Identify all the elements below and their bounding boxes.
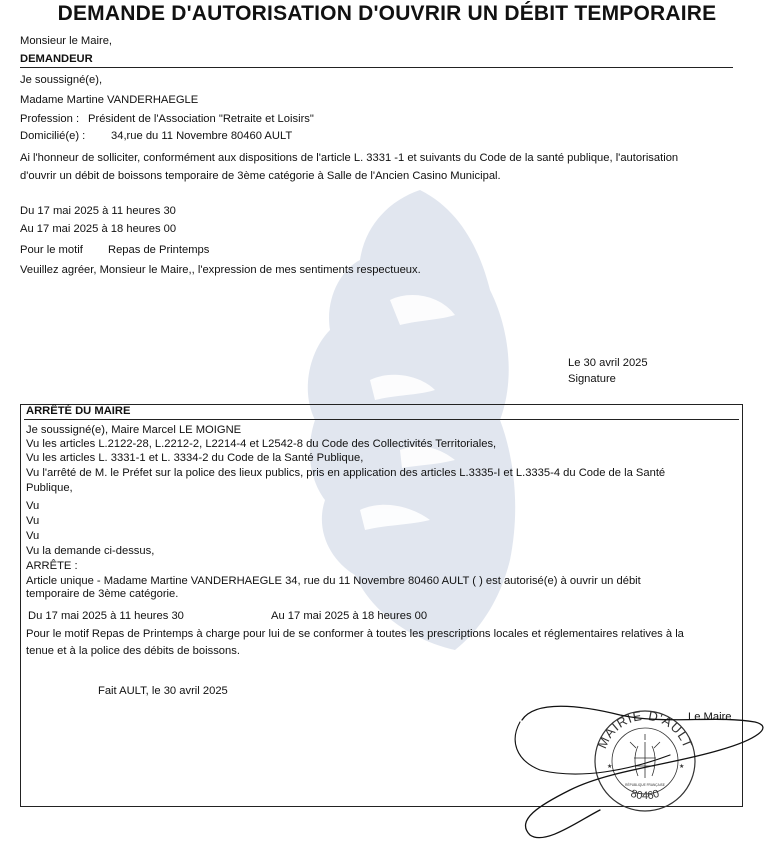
arrete-vu-1: Vu (26, 500, 40, 512)
arrete-period-from: Du 17 mai 2025 à 11 heures 30 (28, 610, 184, 622)
period-from: Du 17 mai 2025 à 11 heures 30 (20, 205, 176, 217)
arrete-period-to: Au 17 mai 2025 à 18 heures 00 (271, 610, 428, 622)
demandeur-rule (20, 67, 733, 68)
salutation: Monsieur le Maire, (20, 35, 113, 47)
motif-label: Pour le motif (20, 244, 83, 256)
profession-label: Profession : (20, 113, 80, 125)
arrete-rule (24, 419, 739, 420)
arrete-line-prefet-cont: Publique, (26, 482, 73, 494)
stamp-bottom-text: 80460 (629, 787, 661, 803)
request-line-1: Ai l'honneur de solliciter, conformément aux dispositions de l'article L. 3331 -1 et suivants du Code de la santé publique, l'autorisation (20, 152, 679, 164)
closing-line: Veuillez agréer, Monsieur le Maire,, l'expression de mes sentiments respectueux. (20, 264, 421, 276)
arrete-line-prefet: Vu l'arrêté de M. le Préfet sur la police des lieux publics, pris en application des articles L.3335-I et L.3335-4 du Code de la Santé (26, 467, 666, 479)
stamp-small-text: RÉPUBLIQUE FRANÇAISE (625, 783, 665, 787)
stamp-star-right-icon: ★ (679, 764, 685, 770)
arrete-motif-line-cont: tenue et à la police des débits de boissons. (26, 645, 240, 657)
stamp-star-left-icon: ★ (607, 764, 613, 770)
document-title: DEMANDE D'AUTORISATION D'OUVRIR UN DÉBIT TEMPORAIRE (57, 2, 717, 25)
arrete-vu-3: Vu (26, 530, 40, 542)
period-to: Au 17 mai 2025 à 18 heures 00 (20, 223, 177, 235)
arrete-line-demande: Vu la demande ci-dessus, (26, 545, 155, 557)
undersigned-line: Je soussigné(e), (20, 74, 103, 86)
le-maire-label: Le Maire (688, 711, 732, 723)
handwritten-signature (500, 700, 774, 846)
arrete-line-cgct: Vu les articles L.2122-28, L.2212-2, L2214-4 et L2542-8 du Code des Collectivités Territoriales, (26, 438, 497, 450)
domicile-value: 34,rue du 11 Novembre 80460 AULT (111, 130, 293, 142)
signature-label: Signature (568, 373, 616, 385)
profession-value: Président de l'Association "Retraite et Loisirs" (88, 113, 314, 125)
arrete-line-csp: Vu les articles L. 3331-1 et L. 3334-2 du Code de la Santé Publique, (26, 452, 364, 464)
request-date: Le 30 avril 2025 (568, 357, 648, 369)
fait-line: Fait AULT, le 30 avril 2025 (98, 685, 228, 697)
arrete-motif-line: Pour le motif Repas de Printemps à charge pour lui de se conformer à toutes les prescriptions locales et réglementaires relatives à la (26, 628, 684, 640)
motif-value: Repas de Printemps (108, 244, 210, 256)
arrete-vu-2: Vu (26, 515, 40, 527)
demandeur-heading: DEMANDEUR (20, 53, 93, 65)
arrete-article-unique-cont: temporaire de 3ème catégorie. (26, 588, 179, 600)
arrete-article-unique: Article unique - Madame Martine VANDERHAEGLE 34, rue du 11 Novembre 80460 AULT ( ) est autorisé(e) à ouvrir un débit (26, 575, 641, 587)
arrete-line-maire: Je soussigné(e), Maire Marcel LE MOIGNE (26, 424, 242, 436)
arrete-heading: ARRÊTÉ DU MAIRE (26, 405, 131, 417)
domicile-label: Domicilié(e) : (20, 130, 86, 142)
arrete-line-arrete: ARRÊTE : (26, 560, 78, 572)
stamp-top-text: MAIRIE D'AULT (594, 707, 696, 751)
applicant-name: Madame Martine VANDERHAEGLE (20, 94, 199, 106)
request-line-2: d'ouvrir un débit de boissons temporaire de 3ème catégorie à Salle de l'Ancien Casino Municipal. (20, 170, 501, 182)
